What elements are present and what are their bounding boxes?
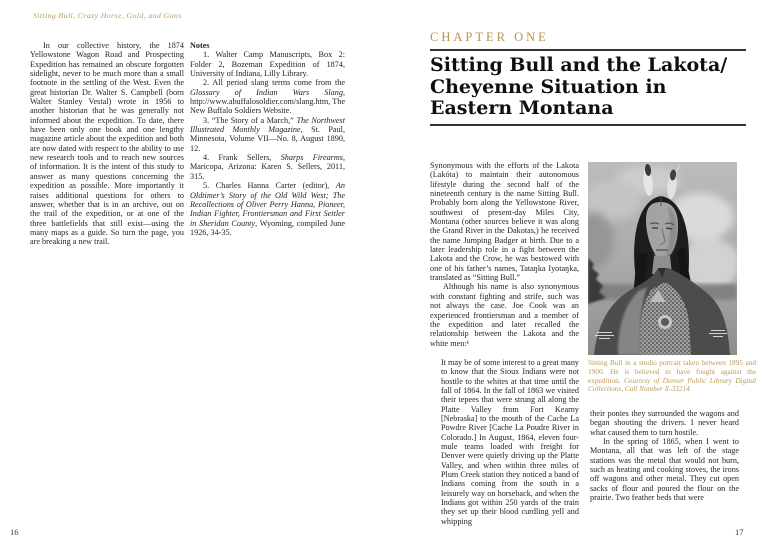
block-quote-text-col2: their ponies they surrounded the wagons and began shooting the drivers. I never heard what caused them to turn hostile. — [590, 409, 739, 437]
chapter-title — [430, 55, 752, 120]
chapter-title-line-3: Eastern Montana — [430, 97, 614, 119]
chapter-paragraph-1: Synonymous with the efforts of the Lakota (Lakóta) to maintain their autonomous lifestyle during the second half of the nineteenth century is the name Sitting Bull. Probably born along the Yellowstone River, southwest of present-day Miles City, Montana (other sources believe it was along the Grand River in the Dakotas,) he received the name Jumping Badger at birth. Due to a later leadership role in a fight between the Lakota and the Crow, he was bestowed with one of his father’s names, Tataŋka Iyotaŋka, translated as “Sitting Bull.” — [430, 161, 579, 283]
title-rule-bottom — [430, 124, 746, 126]
sitting-bull-photo — [588, 162, 737, 355]
chapter-kicker: CHAPTER ONE — [430, 30, 549, 44]
note-item-3: 3. “The Story of a March,” The Northwest Illustrated Monthly Magazine, St. Paul, Minnesota, Volume VII—No. 8, August 1890, 12. — [190, 115, 345, 153]
left-page-column-2 — [190, 41, 345, 237]
block-quote-text-col2-para2: In the spring of 1865, when I went to Montana, all that was left of the stage stations was the metal that would not burn, such as heating and cooking stoves, the irons off wagons and other metal. They cut open sacks of flour and poured the flour on the prairie. Two feather beds that were — [590, 437, 739, 503]
running-head: Sitting Bull, Crazy Horse, Gold, and Guns — [33, 11, 182, 20]
block-quote — [430, 358, 579, 526]
note-item-2: 2. All period slang terms come from the Glossary of Indian Wars Slang, http://www.abuffalosoldier.com/slang.htm, The New Buffalo Soldiers Website. — [190, 78, 345, 116]
left-page-column-1 — [30, 41, 184, 247]
chapter-paragraph-2: Although his name is also synonymous with constant fighting and strife, such was not always the case. Joe Cook was an experienced frontiersman and a member of the expedition and later recalled the relationship between the Lakota and the white men:¹ — [430, 282, 579, 348]
chapter-title-line-1: Sitting Bull and the Lakota/ — [430, 54, 728, 76]
page-number-right: 17 — [735, 527, 744, 537]
right-page-column-1 — [430, 161, 579, 526]
body-paragraph: In our collective history, the 1874 Yellowstone Wagon Road and Prospecting Expedition has remained an obscure forgotten sidelight, never to be much more than a small footnote in the settling of the West. Even the great historian Dr. Walter S. Campbell (born Walter Stanley Vestal) wrote in 1956 to another historian that he was generally not informed about the expedition. To date, there have been only one book and one lengthy magazine article about the expedition and both are now dated with respect to the ability to use new research tools and to reach new sources of information. It is the intent of this study to answer as many questions concerning the expedition as possible. More importantly it raises additional questions for others to answer, whether that is in an archive, out on the trail of the expedition, or at one of the three battlefields that still exist—using the many maps as a guide. So turn the page, you are breaking a new trail. — [30, 41, 184, 247]
photo-caption: Sitting Bull in a studio portrait taken between 1895 and 1900. He is believed to have fought against the expedition. Courtesy of Denver Public Library Digital Collections, Call Number X-33214 — [588, 358, 756, 394]
right-page-column-2 — [590, 409, 739, 502]
block-quote-text-col1: It may be of some interest to a great many to know that the Sioux Indians were not hostile to the whites at that time until the fall of 1864. In the fall of 1863 we visited their tepees that were strung all along the Platte Valley from Fort Kearny [Nebraska] to the mouth of the Cache La Powdre River [Cache La Poudre River in Colorado.] In August, 1864, eleven four-mule teams loaded with freight for Denver were quietly driving up the Platte Valley, and when within three miles of Plum Creek station they noticed a band of Indians coming from the south in a leisurely way on horseback, and when the Indians got within 250 yards of the train they set up their blood curdling yell and whipping — [441, 357, 580, 526]
notes-heading: Notes — [190, 41, 210, 50]
chapter-title-line-2: Cheyenne Situation in — [430, 75, 667, 98]
note-item-4: 4. Frank Sellers, Sharps Firearms, Maricopa, Arizona: Karen S. Sellers, 2011, 315. — [190, 153, 346, 181]
note-item-1: 1. Walter Camp Manuscripts, Box 2: Folder 2, Bozeman Expedition of 1874, University of Indiana, Lilly Library. — [190, 50, 345, 79]
page-number-left: 16 — [10, 527, 19, 537]
note-item-5: 5. Charles Hanna Carter (editor), An Oldtimer’s Story of the Old Wild West; The Recollections of Oliver Perry Hanna, Pioneer, Indian Fighter, Frontiersman and First Settler in Sheridan County, Wyoming, compiled June 1926, 34-35. — [190, 181, 345, 237]
title-rule-top — [430, 49, 746, 51]
